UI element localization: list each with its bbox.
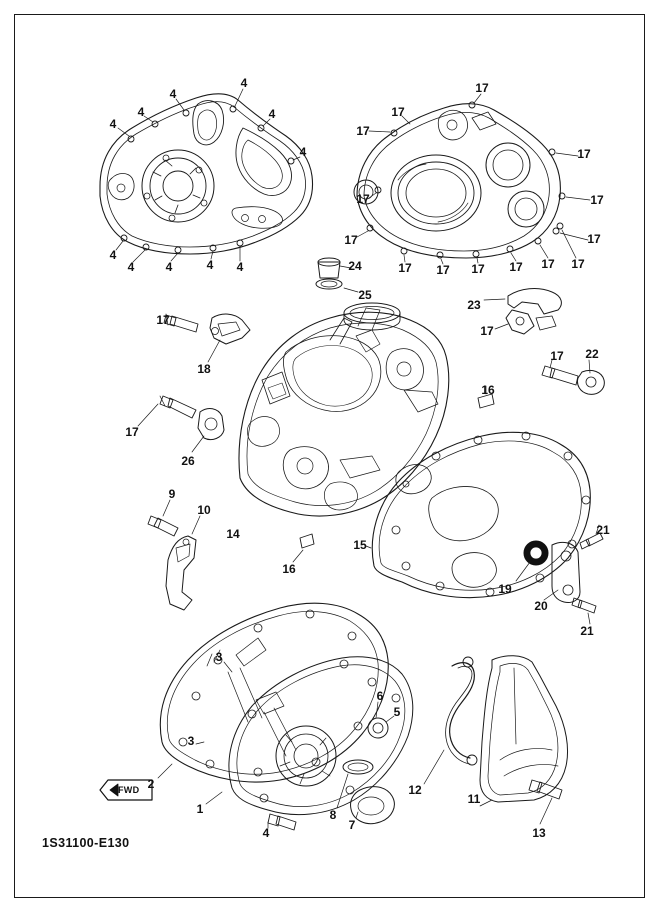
callout-label: 11 <box>467 792 481 806</box>
fwd-direction-label: FWD <box>118 785 140 795</box>
callout-label: 25 <box>358 288 372 302</box>
callout-label: 4 <box>236 260 244 274</box>
callout-label: 4 <box>137 105 145 119</box>
callout-label: 4 <box>262 826 270 840</box>
callout-label: 23 <box>467 298 481 312</box>
callout-label: 4 <box>268 107 276 121</box>
callout-label: 17 <box>436 263 450 277</box>
callout-label: 4 <box>169 87 177 101</box>
callout-label: 14 <box>226 527 240 541</box>
callout-label: 17 <box>344 233 358 247</box>
callout-label: 17 <box>590 193 604 207</box>
callout-label: 4 <box>206 258 214 272</box>
callout-label: 4 <box>165 260 173 274</box>
callout-label: 7 <box>348 818 356 832</box>
callout-label: 17 <box>125 425 139 439</box>
callout-label: 20 <box>534 599 548 613</box>
callout-label: 17 <box>577 147 591 161</box>
callout-label: 8 <box>329 808 337 822</box>
callout-label: 1 <box>196 802 204 816</box>
callout-label: 17 <box>398 261 412 275</box>
callout-label: 4 <box>299 145 307 159</box>
callout-label: 10 <box>197 503 211 517</box>
callout-label: 17 <box>471 262 485 276</box>
callout-label: 17 <box>156 313 170 327</box>
callout-label: 17 <box>475 81 489 95</box>
callout-label: 15 <box>353 538 367 552</box>
callout-label: 17 <box>391 105 405 119</box>
callout-label: 5 <box>393 705 401 719</box>
callout-label: 17 <box>587 232 601 246</box>
callout-label: 17 <box>480 324 494 338</box>
callout-label: 16 <box>282 562 296 576</box>
callout-label: 2 <box>147 777 155 791</box>
callout-label: 3 <box>187 734 195 748</box>
callout-label: 4 <box>240 76 248 90</box>
callout-label: 26 <box>181 454 195 468</box>
callout-label: 24 <box>348 259 362 273</box>
callout-label: 6 <box>376 689 384 703</box>
callout-label: 22 <box>585 347 599 361</box>
callout-label: 4 <box>109 117 117 131</box>
callout-label: 17 <box>356 192 370 206</box>
callout-label: 17 <box>550 349 564 363</box>
callout-label: 4 <box>127 260 135 274</box>
callout-label: 17 <box>356 124 370 138</box>
callout-label: 13 <box>532 826 546 840</box>
callout-label: 18 <box>197 362 211 376</box>
callout-label: 17 <box>541 257 555 271</box>
callout-label: 19 <box>498 582 512 596</box>
callout-label: 12 <box>408 783 422 797</box>
callout-label: 21 <box>580 624 594 638</box>
callout-label: 21 <box>596 523 610 537</box>
callout-label: 17 <box>571 257 585 271</box>
callout-label: 3 <box>215 650 223 664</box>
callout-label: 9 <box>168 487 176 501</box>
callout-label: 4 <box>109 248 117 262</box>
callout-label: 16 <box>481 383 495 397</box>
part-code-label: 1S31100-E130 <box>42 836 130 850</box>
callout-label: 17 <box>509 260 523 274</box>
